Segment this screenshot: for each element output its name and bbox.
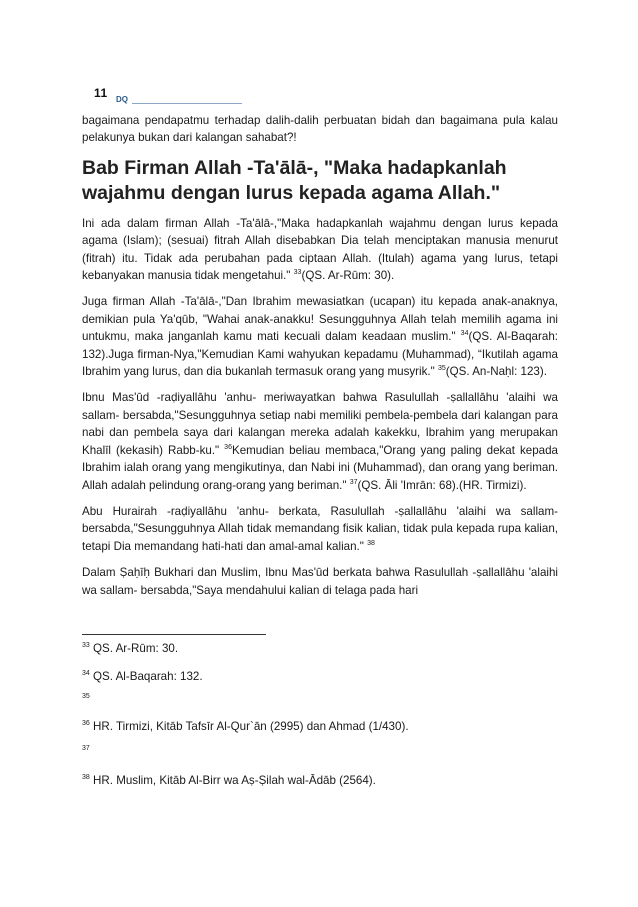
paragraph-1-tail: (QS. Ar-Rūm: 30). [301,269,395,283]
footnote-separator [82,634,266,635]
paragraph-1-text: Ini ada dalam firman Allah -Ta'ālā-,"Maka hadapkanlah wajahmu dengan lurus kepada agama (Islam); (sesuai) fitrah Allah disebabkan Dia telah menciptakan manusia menurut (fitrah) itu. Tidak ada perubahan pada ciptaan Allah. (Itulah) agama yang lurus, tetapi kebanyakan manusia tidak mengetahui." [82,216,558,283]
paragraph-5: Dalam Ṣaḥīḥ Bukhari dan Muslim, Ibnu Mas'ūd berkata bahwa Rasulullah -ṣallallāhu 'alaihi wa sallam- bersabda,"Saya mendahului kalian di telaga pada hari [82,566,558,597]
footnote-number: 38 [82,774,90,782]
paragraph-intro: bagaimana pendapatmu terhadap dalih-dalih perbuatan bidah dan bagaimana pula kalau pelakunya bukan dari kalangan sahabat?! [82,114,558,145]
footnote-number: 35 [82,693,90,701]
chapter-heading: Bab Firman Allah -Ta'ālā-, "Maka hadapkanlah wajahmu dengan lurus kepada agama Allah." [82,156,507,204]
footnote-ref-35[interactable]: 35 [437,365,446,373]
footnote-ref-36[interactable]: 36 [224,443,232,451]
paragraph-3-text-c: (QS. Āli 'Imrān: 68).(HR. Tirmizi). [357,478,527,492]
paragraph-3 [82,389,558,493]
footnote-ref-38[interactable]: 38 [367,539,375,547]
paragraph-4 [82,503,558,555]
paragraph-3-text-b: Kemudian beliau membaca,"Orang yang paling dekat kepada Ibrahim ialah orang yang mengikutinya, dan Nabi ini (Muhammad), dan orang yang beriman. Allah adalah pelindung orang-orang yang beriman." [82,443,559,492]
footnote-35 [82,693,90,707]
footnote-text: HR. Muslim, Kitāb Al-Birr wa Aṣ-Ṣilah wal-Ādāb (2564). [89,774,376,787]
footnote-number: 37 [82,745,90,753]
footnote-36 [82,720,409,734]
footnote-number: 33 [82,642,90,650]
page-header [82,86,562,112]
paragraph-3-text-a: Ibnu Mas'ūd -raḍiyallāhu 'anhu- meriwayatkan bahwa Rasulullah -ṣallallāhu 'alaihi wa sallam- bersabda,"Sesungguhnya setiap nabi memiliki pembela-pembela dari kalangan para nabi dan pembela saya dari kalangan mereka adalah kakekku, Ibrahim yang merupakan Khalīl (kekasih) Rabb-ku." [82,391,558,457]
footnote-ref-34[interactable]: 34 [460,330,469,338]
paragraph-2-text-b: (QS. Al-Baqarah: 132).Juga firman-Nya,"Kemudian Kami wahyukan kepadamu (Muhammad), “Ikutilah agama Ibrahim yang lurus, dan dia bukanlah termasuk orang yang musyrik." [82,330,558,379]
footnote-number: 36 [82,720,90,728]
footnote-text: QS. Ar-Rūm: 30. [89,642,179,655]
paragraph-4-text: Abu Hurairah -raḍiyallāhu 'anhu- berkata, Rasulullah -ṣallallāhu 'alaihi wa sallam-bersabda,"Sesungguhnya Allah tidak memandang fisik kalian, tidak pula kepada rupa kalian, tetapi Dia memandang hati-hati dan amal-amal kalian." [82,504,558,553]
main-content [82,112,558,608]
footnote-text: HR. Tirmizi, Kitāb Tafsīr Al-Qur`ān (2995) dan Ahmad (1/430). [89,720,409,733]
header-rule [132,103,242,104]
footnote-ref-37[interactable]: 37 [349,478,358,486]
paragraph-2 [82,293,558,380]
footnote-ref-33[interactable]: 33 [293,269,302,277]
footnote-33 [82,642,178,656]
footnote-34 [82,670,203,684]
paragraph-2-text-c: (QS. An-Naḥl: 123). [445,365,547,379]
footnote-38 [82,774,376,788]
page-number: 11 [94,86,108,100]
footnote-number: 34 [82,670,90,678]
publisher-logo: DQ [116,95,128,104]
footnote-37 [82,745,90,759]
footnote-text: QS. Al-Baqarah: 132. [89,670,203,683]
paragraph-1 [82,215,558,285]
paragraph-2-text-a: Juga firman Allah -Ta'ālā-,"Dan Ibrahim mewasiatkan (ucapan) itu kepada anak-anaknya, demikian pula Ya'qūb, "Wahai anak-anakku! Sesungguhnya Allah telah memilih agama ini untukmu, maka janganlah kamu mati kecuali dalam keadaan muslim." [82,295,558,344]
